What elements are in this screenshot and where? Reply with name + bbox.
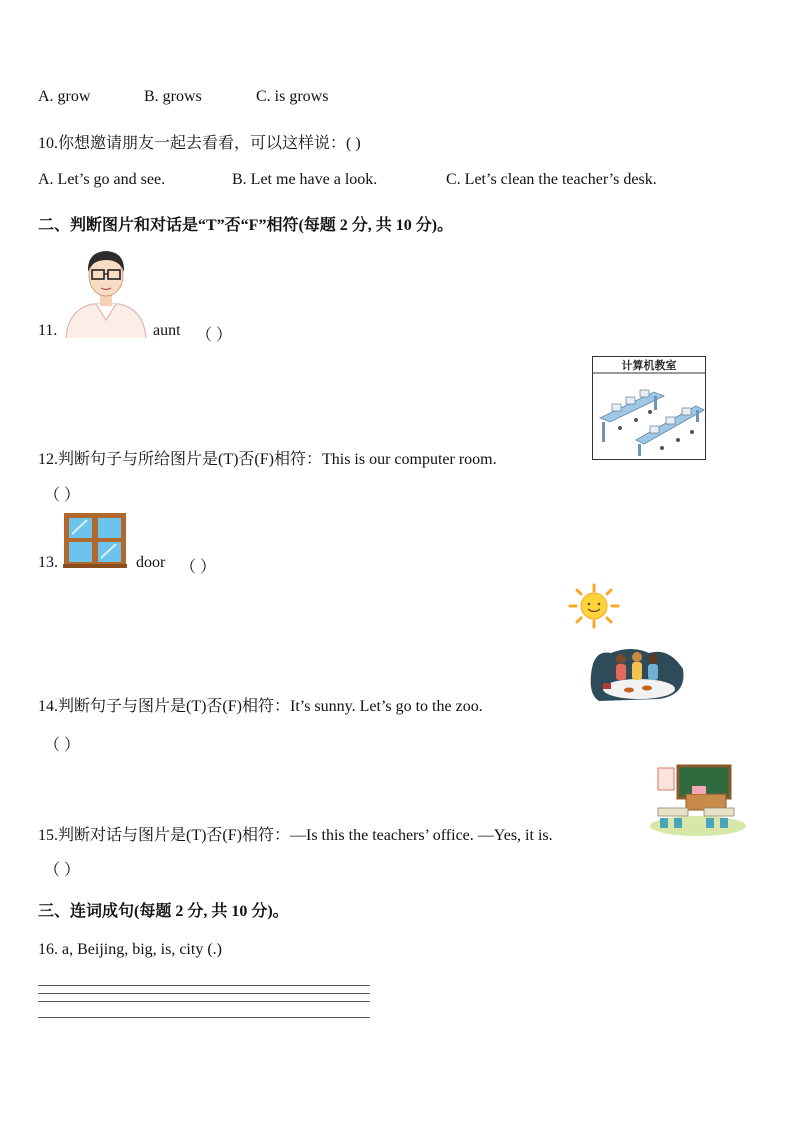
picnic-picture (589, 645, 687, 703)
q13-answer-blank[interactable]: （ ） (180, 559, 217, 576)
q13-number: 13. (38, 554, 58, 571)
q11-answer-blank[interactable]: （ ） (196, 327, 233, 344)
computer-room-picture (592, 356, 706, 460)
window-picture (63, 512, 127, 568)
q14-answer-blank[interactable]: （ ） (44, 737, 81, 754)
q15-answer-blank[interactable]: （ ） (44, 862, 81, 879)
q16-text: 16. a, Beijing, big, is, city (.) (38, 941, 222, 958)
q13-word: door (136, 554, 166, 571)
q14-text: 14.判断句子与图片是(T)否(F)相符：It’s sunny. Let’s go to the zoo. (38, 698, 483, 715)
q15-text: 15.判断对话与图片是(T)否(F)相符：—Is this the teachers’ office. —Yes, it is. (38, 827, 553, 844)
q10-option-a: A. Let’s go and see. (38, 171, 166, 188)
q12-text: 12.判断句子与所给图片是(T)否(F)相符：This is our computer room. (38, 451, 497, 468)
q11-number: 11. (38, 322, 58, 339)
q10-stem: 10.你想邀请朋友一起去看看，可以这样说：( ) (38, 135, 361, 152)
writing-line-2[interactable] (38, 993, 370, 994)
section-2-title: 二、判断图片和对话是“T”否“F”相符(每题 2 分, 共 10 分)。 (38, 217, 454, 234)
q10-option-c: C. Let’s clean the teacher’s desk. (446, 171, 657, 188)
q9-option-a: A. grow (38, 88, 91, 105)
writing-line-4[interactable] (38, 1017, 370, 1018)
writing-line-3[interactable] (38, 1001, 370, 1002)
section-3-title: 三、连词成句(每题 2 分, 共 10 分)。 (38, 903, 289, 920)
q11-word: aunt (153, 322, 181, 339)
sun-icon (567, 583, 621, 629)
writing-line-1[interactable] (38, 985, 370, 986)
computer-room-sign: 计算机教室 (621, 359, 677, 372)
q9-option-b: B. grows (144, 88, 202, 105)
q10-option-b: B. Let me have a look. (232, 171, 378, 188)
man-with-glasses-picture (62, 244, 150, 340)
q12-answer-blank[interactable]: （ ） (44, 487, 81, 504)
q9-option-c: C. is grows (256, 88, 329, 105)
classroom-picture (648, 764, 748, 838)
